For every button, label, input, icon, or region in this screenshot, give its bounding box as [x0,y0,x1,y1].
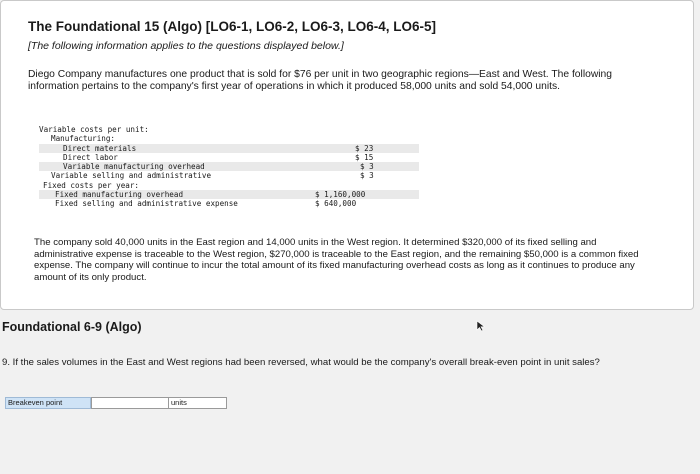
cost-label: Variable costs per unit: [39,125,149,134]
cost-label: Variable manufacturing overhead [63,162,205,172]
cost-row [39,199,419,208]
cost-label: Fixed costs per year: [43,180,140,190]
problem-subtitle: [The following information applies to the questions displayed below.] [28,40,344,52]
cost-row [39,190,419,199]
mouse-cursor-icon [476,320,486,332]
section-title: Foundational 6-9 (Algo) [2,320,142,334]
regional-info-text: The company sold 40,000 units in the East region and 14,000 units in the West region. It determined $320,000 of its fixed selling and administrative expense is traceable to the West region, $270,000 is traceable to the East region, and the remaining $50,000 is a common fixed expense. The company will continue to incur the total amount of its fixed manufacturing overhead costs as long as it continues to produce any amount of its only product. [34,237,639,283]
cost-label: Fixed selling and administrative expense [55,199,238,209]
cost-value: $ 15 [355,152,374,162]
units-label: units [169,397,227,409]
cost-row [39,171,419,180]
cost-label: Direct materials [63,143,137,153]
cost-value: $ 3 [360,162,374,172]
intro-text: Diego Company manufactures one product that is sold for $76 per unit in two geographic regions—East and West. The following information pertains to the company's first year of operations in which it produced 58,000 units and sold 54,000 units. [28,69,613,92]
question-text: 9. If the sales volumes in the East and West regions had been reversed, what would be the company's overall break-even point in unit sales? [2,357,600,368]
answer-row [5,396,227,410]
cost-row [39,181,419,190]
cost-value: $ 640,000 [315,199,357,209]
cost-row [39,162,419,171]
breakeven-point-input[interactable] [91,397,169,409]
cost-row [39,125,419,134]
cost-table [39,125,419,209]
cost-label: Manufacturing: [51,134,116,144]
cost-label: Direct labor [63,152,118,162]
breakeven-point-label: Breakeven point [5,397,91,409]
cost-label: Variable selling and administrative [51,171,212,181]
cost-value: $ 1,160,000 [315,190,366,200]
cost-value: $ 23 [355,143,374,153]
cost-row [39,134,419,143]
cost-label: Fixed manufacturing overhead [55,190,184,200]
cost-row [39,153,419,162]
cost-value: $ 3 [360,171,374,181]
problem-title: The Foundational 15 (Algo) [LO6-1, LO6-2, LO6-3, LO6-4, LO6-5] [28,19,437,34]
cost-row [39,144,419,153]
